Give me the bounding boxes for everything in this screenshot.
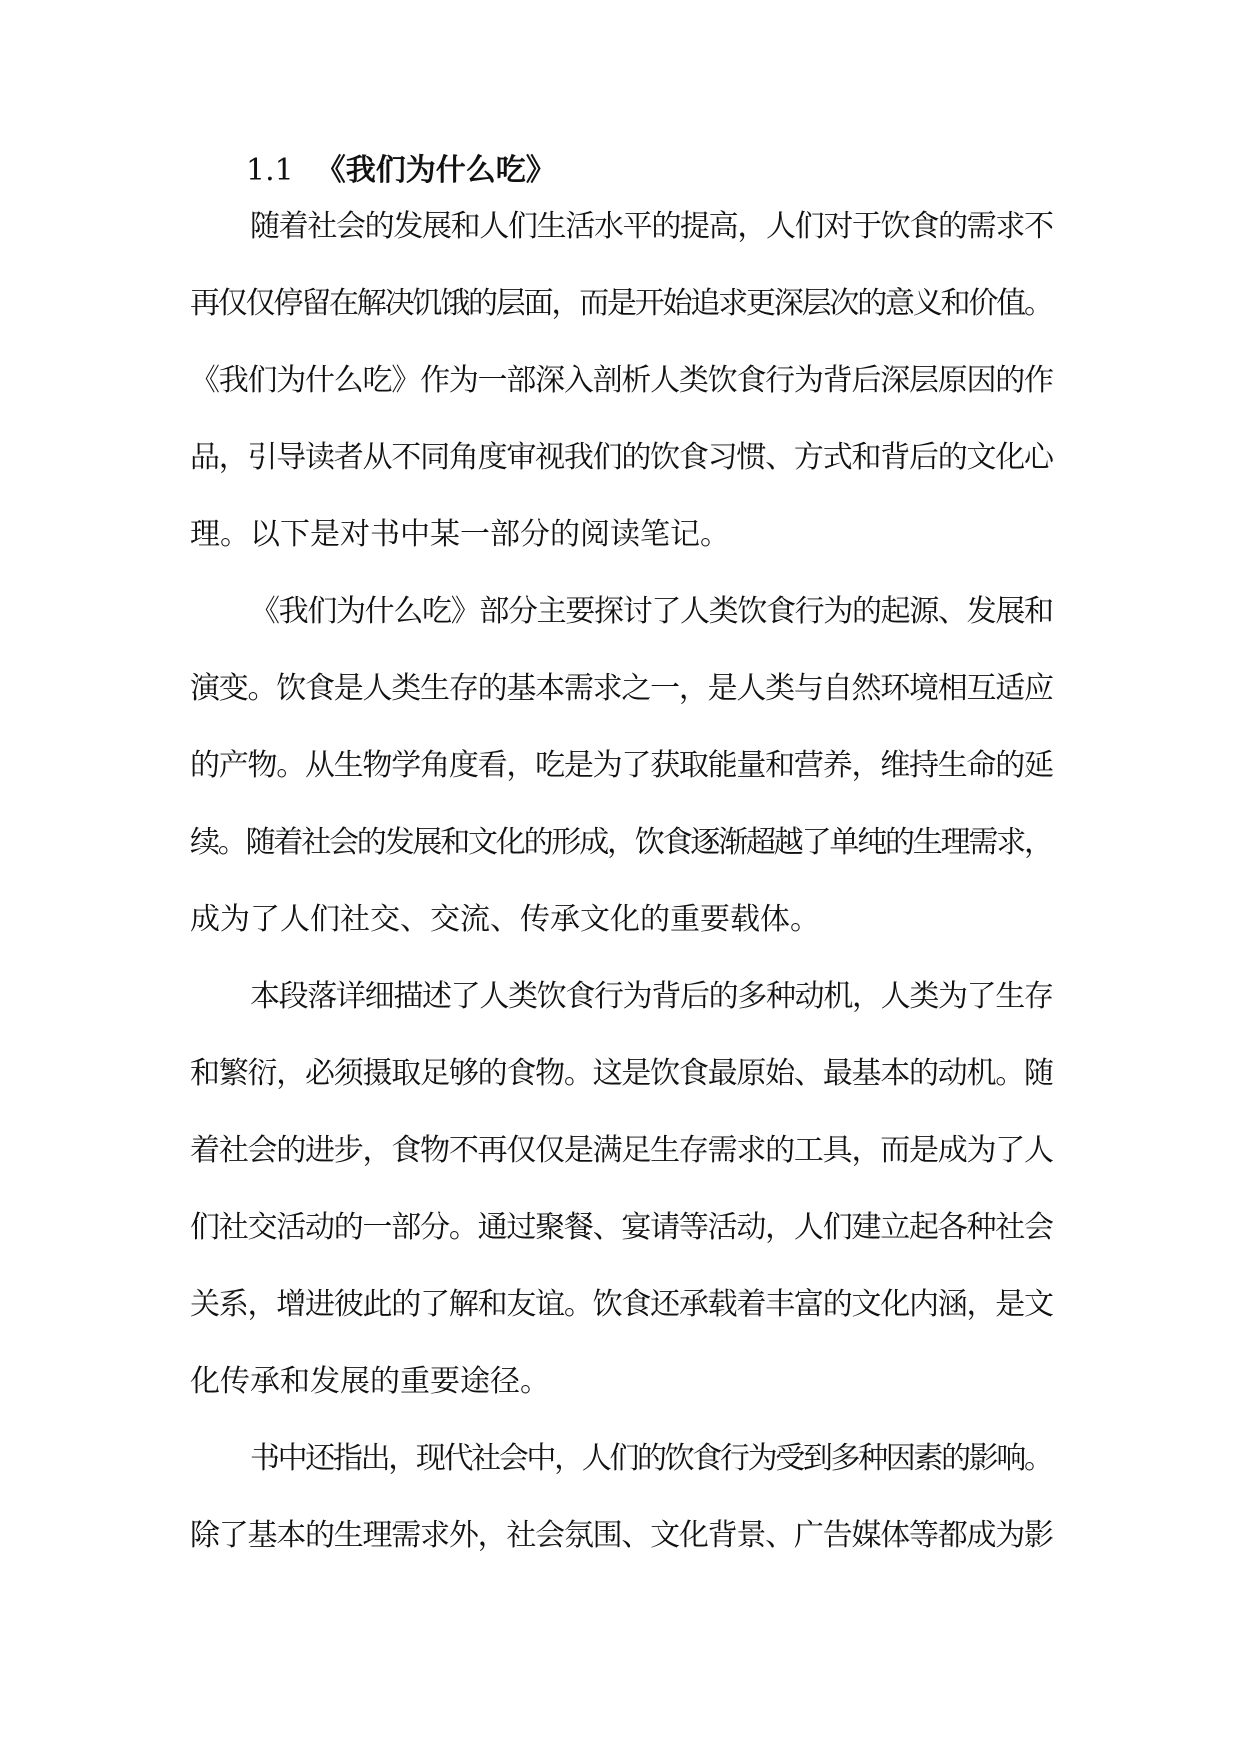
text-line: 《我们为什么吃》作为一部深入剖析人类饮食行为背后深层原因的作 <box>190 363 1053 398</box>
text-line: 本段落详细描述了人类饮食行为背后的多种动机，人类为了生存 <box>250 979 1053 1014</box>
text-line: 理。以下是对书中某一部分的阅读笔记。 <box>190 517 730 552</box>
text-line: 们社交活动的一部分。通过聚餐、宴请等活动，人们建立起各种社会 <box>190 1210 1053 1245</box>
text-line: 随着社会的发展和人们生活水平的提高，人们对于饮食的需求不 <box>250 209 1053 244</box>
text-line: 品，引导读者从不同角度审视我们的饮食习惯、方式和背后的文化心 <box>190 440 1053 475</box>
text-line: 关系，增进彼此的了解和友谊。饮食还承载着丰富的文化内涵，是文 <box>190 1287 1053 1322</box>
text-line: 着社会的进步，食物不再仅仅是满足生存需求的工具，而是成为了人 <box>190 1133 1053 1168</box>
text-line: 演变。饮食是人类生存的基本需求之一，是人类与自然环境相互适应 <box>190 671 1053 706</box>
text-line: 的产物。从生物学角度看，吃是为了获取能量和营养，维持生命的延 <box>190 748 1053 783</box>
text-line: 和繁衍，必须摄取足够的食物。这是饮食最原始、最基本的动机。随 <box>190 1056 1053 1091</box>
text-line: 《我们为什么吃》部分主要探讨了人类饮食行为的起源、发展和 <box>250 594 1053 629</box>
text-line: 成为了人们社交、交流、传承文化的重要载体。 <box>190 902 820 937</box>
text-line: 书中还指出，现代社会中，人们的饮食行为受到多种因素的影响。 <box>250 1441 1052 1476</box>
section-heading <box>246 150 556 192</box>
text-line: 化传承和发展的重要途径。 <box>190 1364 550 1399</box>
section-title: 《我们为什么吃》 <box>315 153 556 188</box>
text-line: 再仅仅停留在解决饥饿的层面，而是开始追求更深层次的意义和价值。 <box>190 286 1052 321</box>
text-line: 续。随着社会的发展和文化的形成，饮食逐渐超越了单纯的生理需求， <box>190 825 1052 860</box>
text-line: 除了基本的生理需求外，社会氛围、文化背景、广告媒体等都成为影 <box>190 1518 1053 1553</box>
section-number: 1.1 <box>246 153 294 188</box>
